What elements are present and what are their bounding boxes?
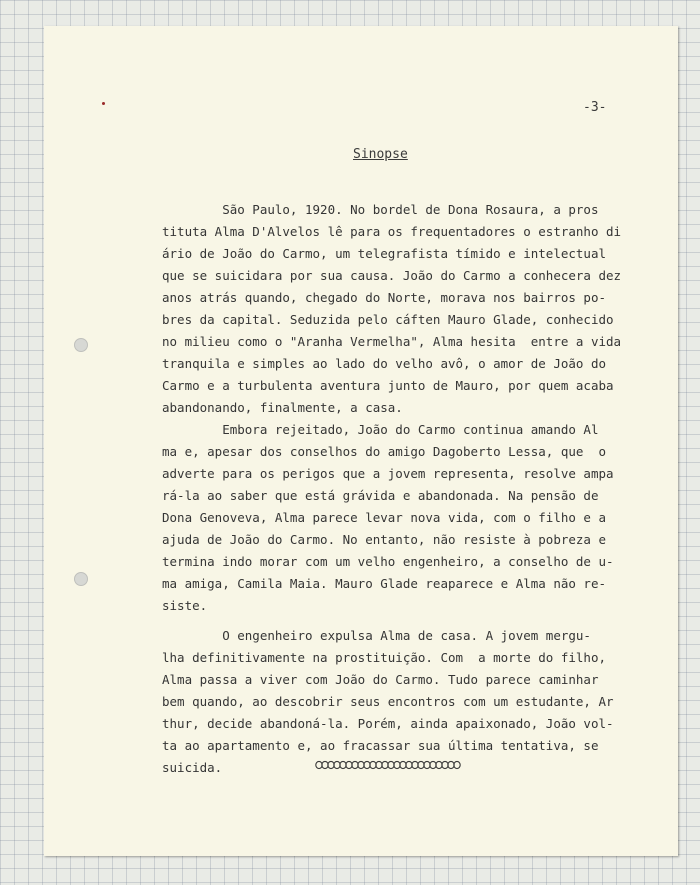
ornament-loop [370, 761, 376, 768]
text-line: São Paulo, 1920. No bordel de Dona Rosaura, a pros [162, 202, 599, 217]
text-line: adverte para os perigos que a jovem representa, resolve ampa [162, 466, 614, 481]
ornament-loop [316, 761, 322, 768]
text-line: ajuda de João do Carmo. No entanto, não resiste à pobreza e [162, 532, 607, 547]
ornament-loop [328, 761, 334, 768]
page-number: -3- [583, 100, 607, 115]
text-line: abandonando, finalmente, a casa. [162, 400, 403, 415]
text-line: ma amiga, Camila Maia. Mauro Glade reaparece e Alma não re- [162, 576, 607, 591]
ornament-loop [364, 761, 370, 768]
ornament-loop [340, 761, 346, 768]
ornament-loop [394, 761, 400, 768]
text-line: Embora rejeitado, João do Carmo continua amando Al [162, 422, 599, 437]
text-line: bem quando, ao descobrir seus encontros com um estudante, Ar [162, 694, 614, 709]
ornament-loop [400, 761, 406, 768]
ornament-loop [418, 761, 424, 768]
text-line: Dona Genoveva, Alma parece levar nova vida, com o filho e a [162, 510, 607, 525]
ornament-loop [352, 761, 358, 768]
text-line: no milieu como o "Aranha Vermelha", Alma hesita entre a vida [162, 334, 622, 349]
ornament-loop [346, 761, 352, 768]
page-title: Sinopse [353, 147, 408, 162]
ornament-loop [334, 761, 340, 768]
text-line: ta ao apartamento e, ao fracassar sua última tentativa, se [162, 738, 599, 753]
text-line: O engenheiro expulsa Alma de casa. A jovem mergu- [162, 628, 591, 643]
text-line: lha definitivamente na prostituição. Com a morte do filho, [162, 650, 607, 665]
text-line: Carmo e a turbulenta aventura junto de Mauro, por quem acaba [162, 378, 614, 393]
ornament-loop [388, 761, 394, 768]
ornament-loop [448, 761, 454, 768]
text-line: siste. [162, 598, 208, 613]
text-line: tranquila e simples ao lado do velho avô, o amor de João do [162, 356, 607, 371]
ornament-loop [382, 761, 388, 768]
text-line: ário de João do Carmo, um telegrafista tímido e intelectual [162, 246, 607, 261]
text-line: Alma passa a viver com João do Carmo. Tudo parece caminhar [162, 672, 599, 687]
text-line: suicida. [162, 760, 223, 775]
ornament-loop [436, 761, 442, 768]
ornament-loop [442, 761, 448, 768]
text-line: termina indo morar com um velho engenheiro, a conselho de u- [162, 554, 614, 569]
ornament-loop [412, 761, 418, 768]
ornament-loop [358, 761, 364, 768]
ornament-loop [424, 761, 430, 768]
text-line: tituta Alma D'Alvelos lê para os frequentadores o estranho di [162, 224, 622, 239]
ornament-marks [316, 761, 460, 768]
closing-ornament [315, 759, 465, 771]
ornament-loop [454, 761, 460, 768]
text-line: bres da capital. Seduzida pelo cáften Mauro Glade, conhecido [162, 312, 614, 327]
text-line: thur, decide abandoná-la. Porém, ainda apaixonado, João vol- [162, 716, 614, 731]
text-line: rá-la ao saber que está grávida e abandonada. Na pensão de [162, 488, 599, 503]
ornament-loop [406, 761, 412, 768]
text-line: anos atrás quando, chegado do Norte, morava nos bairros po- [162, 290, 607, 305]
text-line: que se suicidara por sua causa. João do Carmo a conhecera dez [162, 268, 622, 283]
text-line: ma e, apesar dos conselhos do amigo Dagoberto Lessa, que o [162, 444, 607, 459]
ornament-loop [376, 761, 382, 768]
ornament-loop [430, 761, 436, 768]
ornament-loop [322, 761, 328, 768]
